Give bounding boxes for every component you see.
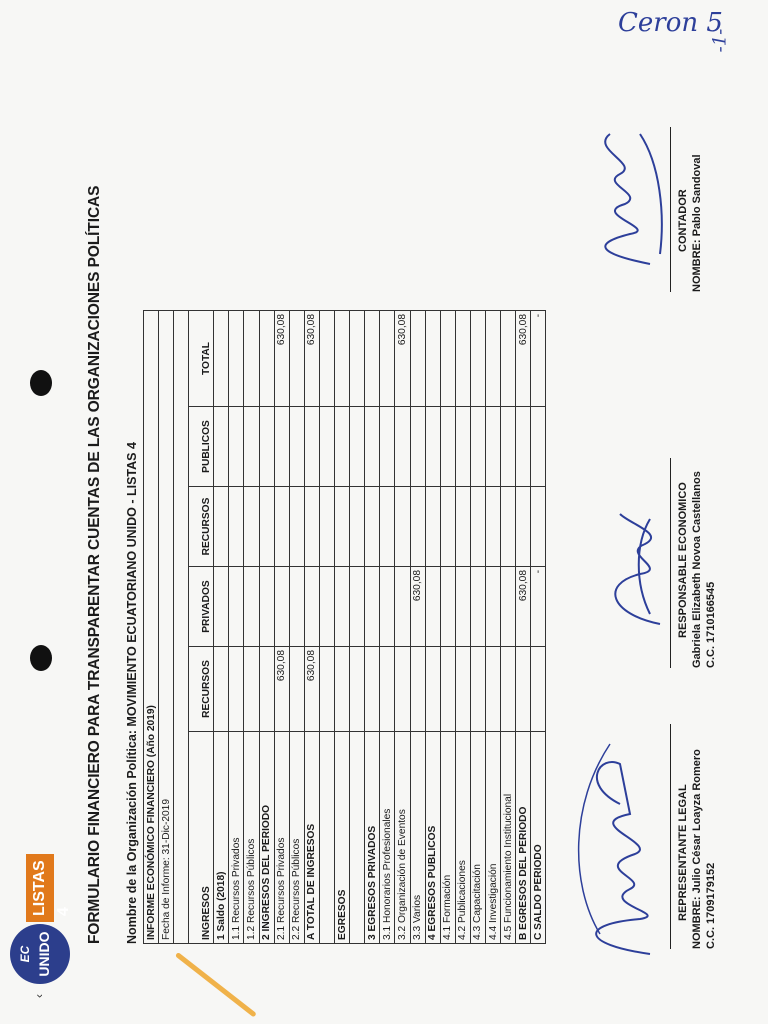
- table-row: [380, 311, 395, 944]
- row-label: 4.4 Investigación: [485, 732, 500, 944]
- economic-id: C.C. 1710166545: [705, 581, 717, 668]
- row-value: [455, 487, 470, 567]
- row-value: [380, 647, 395, 732]
- col-header-publicos: PUBLICOS: [189, 407, 214, 487]
- row-value: [501, 311, 516, 407]
- signature-scribble-accountant: [570, 124, 670, 274]
- row-value: [289, 647, 304, 732]
- row-value: [289, 487, 304, 567]
- row-label: 3.1 Honorarios Profesionales: [380, 732, 395, 944]
- row-value: [274, 567, 289, 647]
- signature-economic: [676, 471, 718, 668]
- row-value: [455, 567, 470, 647]
- row-value: [380, 311, 395, 407]
- legal-id: C.C. 1709179152: [705, 862, 717, 949]
- row-value: [425, 311, 440, 407]
- row-value: [395, 487, 410, 567]
- row-value: [380, 407, 395, 487]
- row-value: [485, 647, 500, 732]
- row-value: [455, 647, 470, 732]
- row-value: [470, 311, 485, 407]
- row-value: [425, 567, 440, 647]
- row-value: [244, 487, 259, 567]
- row-label: 3.3 Varios: [410, 732, 425, 944]
- row-value: [440, 647, 455, 732]
- chevron-icon: ‹: [32, 994, 46, 998]
- row-value: [516, 487, 531, 567]
- accountant-name: NOMBRE: Pablo Sandoval: [691, 154, 703, 292]
- row-label: 3 EGRESOS PRIVADOS: [365, 732, 380, 944]
- table-row: [229, 311, 244, 944]
- table-row: [274, 311, 289, 944]
- row-label: 4.3 Capacitación: [470, 732, 485, 944]
- row-value: [214, 407, 229, 487]
- report-date: Fecha de Informe: 31-Dic-2019: [159, 311, 174, 944]
- page-title: FORMULARIO FINANCIERO PARA TRANSPARENTAR CUENTAS DE LAS ORGANIZACIONES POLÍTICAS: [86, 185, 103, 944]
- row-label: 2.2 Recursos Públicos: [289, 732, 304, 944]
- row-label: B EGRESOS DEL PERIODO: [516, 732, 531, 944]
- row-value: [470, 567, 485, 647]
- row-value: [214, 487, 229, 567]
- row-value: [410, 647, 425, 732]
- table-row: [214, 311, 229, 944]
- row-value: [425, 487, 440, 567]
- row-value: [425, 407, 440, 487]
- table-row: [244, 311, 259, 944]
- row-value: [516, 647, 531, 732]
- table-row: [531, 311, 546, 944]
- row-label: 1 Saldo (2018): [214, 732, 229, 944]
- row-value: [304, 487, 319, 567]
- row-value: 630,08: [274, 647, 289, 732]
- table-row: [440, 311, 455, 944]
- row-value: [395, 647, 410, 732]
- table-row: [365, 311, 380, 944]
- signature-legal: [676, 749, 718, 949]
- row-value: [440, 407, 455, 487]
- row-value: [425, 647, 440, 732]
- row-value: [304, 567, 319, 647]
- row-value: [440, 567, 455, 647]
- logo-ec: EC: [18, 945, 32, 963]
- row-value: [395, 407, 410, 487]
- row-value: [380, 487, 395, 567]
- row-value: [259, 487, 274, 567]
- row-label: 3.2 Organización de Eventos: [395, 732, 410, 944]
- economic-role: RESPONSABLE ECONOMICO: [677, 482, 689, 638]
- table-row: [501, 311, 516, 944]
- row-value: [395, 567, 410, 647]
- report-title: INFORME ECONÓMICO FINANCIERO (Año 2019): [144, 311, 159, 944]
- col-header-recursos-publicos: RECURSOS: [189, 487, 214, 567]
- col-header-recursos-privados: RECURSOS: [189, 647, 214, 732]
- table-row: [410, 311, 425, 944]
- row-value: [440, 487, 455, 567]
- blank-row: [350, 311, 365, 944]
- row-label: 2 INGRESOS DEL PERIODO: [259, 732, 274, 944]
- table-row: [304, 311, 319, 944]
- row-label: 4.5 Funcionamiento Institucional: [501, 732, 516, 944]
- row-label: 4.2 Publicaciones: [455, 732, 470, 944]
- section-row: [335, 311, 350, 944]
- financial-table: [143, 310, 546, 944]
- table-row: [395, 311, 410, 944]
- row-value: [244, 567, 259, 647]
- row-value: [259, 407, 274, 487]
- row-value: [365, 487, 380, 567]
- row-value: [410, 407, 425, 487]
- row-value: [289, 407, 304, 487]
- col-header-privados: PRIVADOS: [189, 567, 214, 647]
- row-value: -: [531, 311, 546, 407]
- row-value: [274, 487, 289, 567]
- table-row: [259, 311, 274, 944]
- row-value: [531, 407, 546, 487]
- logo-listas: LISTAS 4: [26, 854, 54, 922]
- row-value: [229, 567, 244, 647]
- row-value: [440, 311, 455, 407]
- row-value: [485, 311, 500, 407]
- row-value: [365, 311, 380, 407]
- row-label: 4 EGRESOS PUBLICOS: [425, 732, 440, 944]
- row-value: [289, 311, 304, 407]
- table-row: [485, 311, 500, 944]
- row-value: [244, 407, 259, 487]
- row-label: 1.1 Recursos Privados: [229, 732, 244, 944]
- col-header-total: TOTAL: [189, 311, 214, 407]
- row-label: 4.1 Formación: [440, 732, 455, 944]
- logo-unido: UNIDO: [36, 931, 52, 977]
- row-value: [455, 407, 470, 487]
- section-egresos: EGRESOS: [335, 732, 350, 944]
- row-value: [485, 487, 500, 567]
- table-row: [289, 311, 304, 944]
- blank-row: [174, 311, 189, 944]
- table-row: [516, 311, 531, 944]
- row-value: [289, 567, 304, 647]
- row-value: [304, 407, 319, 487]
- logo: [10, 854, 72, 998]
- row-value: [229, 311, 244, 407]
- row-value: [501, 567, 516, 647]
- row-value: [485, 567, 500, 647]
- row-value: [380, 567, 395, 647]
- row-value: [516, 407, 531, 487]
- row-value: 630,08: [395, 311, 410, 407]
- row-value: [531, 487, 546, 567]
- row-value: [455, 311, 470, 407]
- row-value: [531, 647, 546, 732]
- row-label: A TOTAL DE INGRESOS: [304, 732, 319, 944]
- accountant-role: CONTADOR: [677, 189, 689, 252]
- row-value: [365, 567, 380, 647]
- row-value: [214, 311, 229, 407]
- row-value: 630,08: [516, 567, 531, 647]
- row-value: 630,08: [274, 311, 289, 407]
- row-value: 630,08: [304, 647, 319, 732]
- row-value: [259, 311, 274, 407]
- row-value: [365, 407, 380, 487]
- table-row: [470, 311, 485, 944]
- signature-scribble-economic: [590, 504, 680, 634]
- section-ingresos: INGRESOS: [189, 732, 214, 944]
- row-value: [229, 407, 244, 487]
- row-value: [259, 647, 274, 732]
- row-value: [501, 647, 516, 732]
- row-value: [244, 647, 259, 732]
- row-value: [274, 407, 289, 487]
- row-value: [259, 567, 274, 647]
- row-label: 2.1 Recursos Privados: [274, 732, 289, 944]
- row-value: [470, 487, 485, 567]
- row-label: C SALDO PERIODO: [531, 732, 546, 944]
- economic-name: Gabriela Elizabeth Novoa Castellanos: [691, 471, 703, 668]
- legal-name: NOMBRE: Julio César Loayza Romero: [691, 749, 703, 949]
- row-value: [470, 647, 485, 732]
- row-value: [214, 567, 229, 647]
- row-value: -: [531, 567, 546, 647]
- row-value: [410, 311, 425, 407]
- signature-accountant: [676, 154, 704, 292]
- row-value: 630,08: [410, 567, 425, 647]
- table-row: [425, 311, 440, 944]
- row-value: [501, 407, 516, 487]
- handwritten-page-note: Ceron 5: [618, 8, 723, 38]
- row-value: [501, 487, 516, 567]
- row-value: [229, 487, 244, 567]
- table-row: [455, 311, 470, 944]
- row-value: [365, 647, 380, 732]
- row-value: [229, 647, 244, 732]
- signature-scribble-legal: [560, 714, 680, 964]
- row-value: [214, 647, 229, 732]
- row-value: [410, 487, 425, 567]
- row-value: [244, 311, 259, 407]
- row-value: [470, 407, 485, 487]
- organization-name: Nombre de la Organización Política: MOVIMIENTO ECUATORIANO UNIDO - LISTAS 4: [125, 442, 139, 944]
- logo-circle: [10, 924, 70, 984]
- row-value: 630,08: [304, 311, 319, 407]
- handwritten-page-number: -1-: [709, 28, 731, 53]
- row-value: [485, 407, 500, 487]
- legal-role: REPRESENTANTE LEGAL: [677, 784, 689, 921]
- blank-row: [319, 311, 334, 944]
- row-label: 1.2 Recursos Públicos: [244, 732, 259, 944]
- row-value: 630,08: [516, 311, 531, 407]
